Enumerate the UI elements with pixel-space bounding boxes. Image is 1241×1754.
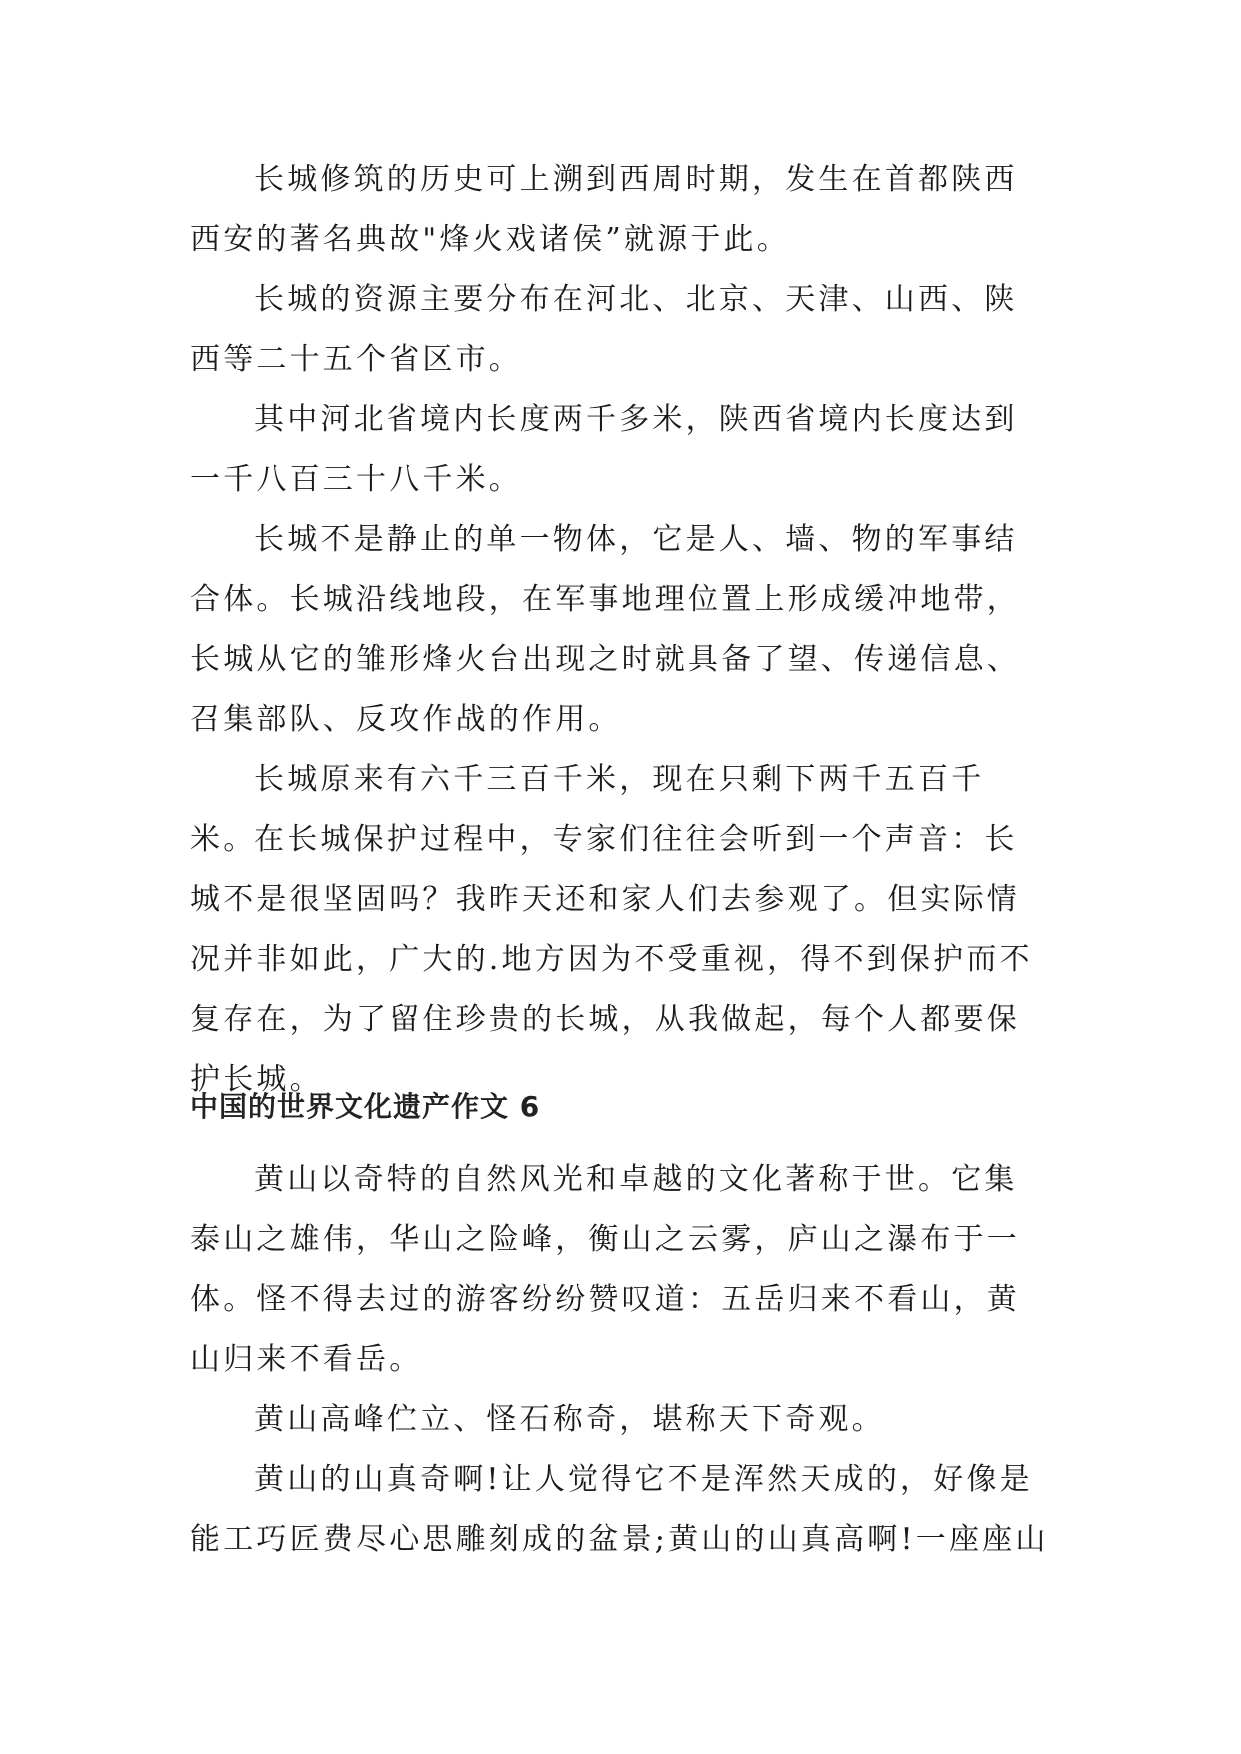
paragraph-great-wall-remaining: 长城原来有六千三百千米，现在只剩下两千五百千米。 [190,762,985,857]
paragraph-huangshan-mountains: 黄山的山真奇啊!让人觉得它不是浑然天成的，好像是能工巧匠费尽心思雕刻成的盆景;黄山的山真高啊!一座座山 [190,1462,1049,1557]
paragraph-huangshan-intro: 黄山以奇特的自然风光和卓越的文化著称于世。它集泰山之雄伟，华山之险峰，衡山之云雾，庐山之瀑布于一体。怪不得去过的游客纷纷赞叹道：五岳归来不看山，黄山归来不看岳。 [190,1162,1020,1377]
paragraph-great-wall-length: 其中河北省境内长度两千多米，陕西省境内长度达到一千八百三十八千米。 [190,402,1018,497]
paragraph-great-wall-history: 长城修筑的历史可上溯到西周时期，发生在首都陕西西安的著名典故"烽火戏诸侯”就源于此。 [190,162,1018,257]
paragraph-great-wall-protection: 在长城保护过程中，专家们往往会听到一个声音：长城不是很坚固吗？我昨天还和家人们去参观了。但实际情况并非如此，广大的.地方因为不受重视，得不到保护而不复存在，为了留住珍贵的长城，从我做起，每个人都要保护长城。 [190,822,1033,1097]
paragraph-great-wall-military: 长城不是静止的单一物体，它是人、墙、物的军事结合体。长城沿线地段，在军事地理位置上形成缓冲地带，长城从它的雏形烽火台出现之时就具备了望、传递信息、召集部队、反攻作战的作用。 [190,522,1020,737]
paragraph-huangshan-peaks: 黄山高峰伫立、怪石称奇，堪称天下奇观。 [254,1402,885,1437]
essay-heading: 中国的世界文化遗产作文 6 [190,1090,541,1123]
paragraph-great-wall-distribution: 长城的资源主要分布在河北、北京、天津、山西、陕西等二十五个省区市。 [190,282,1018,377]
